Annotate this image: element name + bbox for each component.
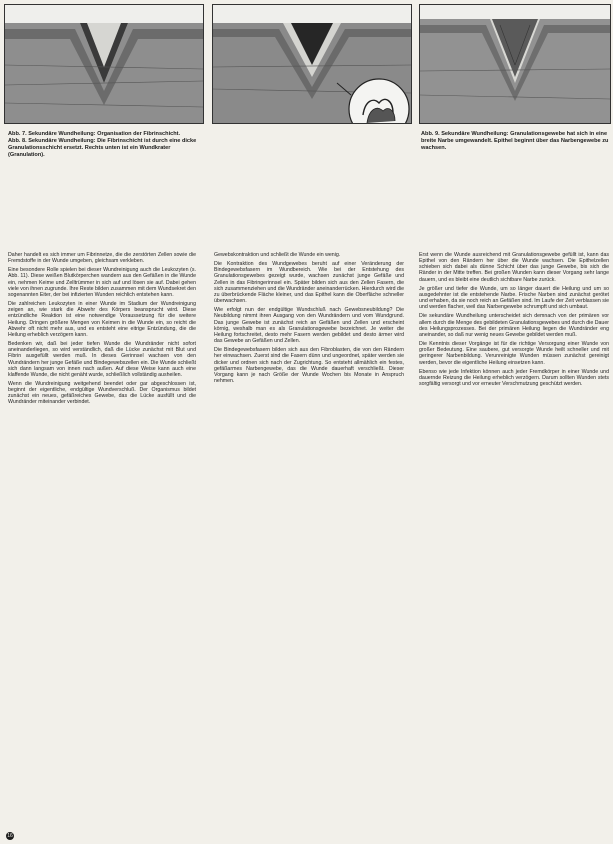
paragraph: Bedenken wir, daß bei jeder tiefen Wunde die Wundränder nicht sofort aneinanderliegen, so wird verständlich, daß die Lücke zunächst mit Blut und Fibrin ausgefüllt werden muß. In dieses Gerinnsel wachsen von den Wundrändern her junge Gefäße und Bindegewebszellen ein. Die Wunde schließt sich dann langsam von innen nach außen. Auf diese Weise kann auch eine klaffende Wunde, die nicht genäht wurde, schließlich vollständig ausheilen. <box>8 341 196 378</box>
caption-fig9: Abb. 9. Sekundäre Wundheilung: Granulationsgewebe hat sich in eine breite Narbe umgewandelt. Epithel beginnt über das Narbengewebe zu wachsen. <box>421 131 609 152</box>
paragraph: Wenn die Wundreinigung weitgehend beendet oder gar abgeschlossen ist, beginnt der eigentliche, endgültige Wundverschluß. Der Organismus bildet zunächst ein neues, gefäßreiches Gewebe, das die Lücke ausfüllt und die Wundränder miteinander verbindet. <box>8 380 196 406</box>
caption-fig7: Abb. 7. Sekundäre Wundheilung: Organisation der Fibrinschicht. <box>8 131 181 137</box>
paragraph: Die Kenntnis dieser Vorgänge ist für die richtige Versorgung einer Wunde von großer Bedeutung. Eine saubere, gut versorgte Wunde heilt schneller und mit geringerer Narbenbildung. Verunreinigte Wunden müssen zunächst gereinigt werden, bevor die eigentliche Heilung einsetzen kann. <box>419 341 609 366</box>
figure-wound-granulation <box>212 4 412 124</box>
paragraph: Gewebskontraktion und schließt die Wunde ein wenig. <box>214 252 341 258</box>
wound-illustration-3 <box>420 5 610 123</box>
page-number: 16 <box>7 833 13 839</box>
paragraph: Eine besondere Rolle spielen bei dieser Wundreinigung auch die Leukozyten (s. Abb. 11). Diese weißen Blutkörperchen wandern aus den Gefäßen in die Wunde ein, nehmen Keime und Zelltrümmer in sich auf und lösen sie auf. Dabei gehen viele von ihnen zugrunde. Ihre Reste bilden zusammen mit dem Wundsekret den sogenannten Eiter, der bei infizierten Wunden reichlich entstehen kann. <box>8 267 196 298</box>
figure-wound-scar <box>419 4 611 124</box>
paragraph: Die Kontraktion des Wundgewebes beruht auf einer Veränderung der Bindegewebsfasern im Wundbereich. Wie bei der Entstehung des Granulationsgewebes gezeigt wurde, wachsen zunächst junge Gefäße und Zellen in das Fibringerinnsel ein. Später bilden sich aus den Zellen Fasern, die sich zusammenziehen und die Wundränder aneinanderrücken. Hierdurch wird die zu überbrückende Fläche kleiner, und das Epithel kann die Oberfläche schneller überwachsen. <box>214 261 404 305</box>
wound-illustration-1 <box>5 5 203 123</box>
paragraph: Erst wenn die Wunde ausreichend mit Granulationsgewebe gefüllt ist, kann das Epithel von den Rändern her über die Wunde wachsen. Die Epithelzellen schieben sich dabei als dünne Schicht über das junge Gewebe, bis sich die Ränder in der Mitte treffen. Bei großen Wunden kann dieser Vorgang sehr lange dauern, und es bleibt eine deutlich sichtbare Narbe zurück. <box>419 252 609 283</box>
paragraph: Die zahlreichen Leukozyten in einer Wunde im Stadium der Wundreinigung zeigen an, wie stark die Abwehr des Körpers beansprucht wird. Diese entzündliche Reaktion ist eine notwendige Voraussetzung für die weitere Heilung. Dringen größere Mengen von Keimen in die Wunde ein, so reicht die Abwehr oft nicht mehr aus, und es entsteht eine eitrige Entzündung, die die Heilung erheblich verzögern kann. <box>8 301 196 338</box>
paragraph: Die Bindegewebsfasern bilden sich aus den Fibroblasten, die von den Rändern her einwachsen. Zuerst sind die Fasern dünn und ungeordnet, später werden sie dicker und ordnen sich nach der Zugrichtung. So entsteht allmählich ein festes, gefäßarmes Narbengewebe, das die Wunde dauerhaft verschließt. Dieser Vorgang kann je nach Größe der Wunde Wochen bis Monate in Anspruch nehmen. <box>214 347 404 384</box>
paragraph: Daher handelt es sich immer um Fibrinnetze, die die zerstörten Zellen sowie die Fremdstoffe in der Wunde umgeben, gleichsam verkleben. <box>8 252 196 265</box>
text-column-3 <box>419 252 609 390</box>
figure-wound-fibrin <box>4 4 204 124</box>
paragraph: Die sekundäre Wundheilung unterscheidet sich demnach von der primären vor allem durch die Menge des gebildeten Granulationsgewebes und durch die Dauer des Heilungsprozesses. Bei der primären Heilung liegen die Wundränder eng aneinander, so daß nur wenig neues Gewebe gebildet werden muß. <box>419 313 609 338</box>
text-column-2 <box>214 252 404 387</box>
paragraph: Wie erfolgt nun der endgültige Wundschluß nach Gewebsneubildung? Die Neubildung nimmt ihren Ausgang von den Wundrändern und vom Wundgrund. Das junge Gewebe ist zunächst reich an Gefäßen und Zellen und erscheint körnig, weshalb man es als Granulationsgewebe bezeichnet. Je weiter die Heilung fortschreitet, desto mehr Fasern werden gebildet und desto ärmer wird das Gewebe an Gefäßen und Zellen. <box>214 307 404 345</box>
paragraph: Je größer und tiefer die Wunde, um so länger dauert die Heilung und um so ausgedehnter ist die entstehende Narbe. Frische Narben sind zunächst gerötet und erhaben, da sie noch reich an Gefäßen sind. Im Laufe der Zeit verblassen sie und werden flacher, weil das Narbengewebe schrumpft und sich umbaut. <box>419 285 609 311</box>
captions-right <box>421 131 609 152</box>
text-column-1 <box>8 252 196 409</box>
captions-left <box>8 131 208 159</box>
paragraph: Ebenso wie jede Infektion können auch jeder Fremdkörper in einer Wunde und dauernde Reizung die Heilung erheblich verzögern. Darum sollten Wunden stets sorgfältig versorgt und vor erneuter Verschmutzung geschützt werden. <box>419 368 609 387</box>
caption-fig8: Abb. 8. Sekundäre Wundheilung: Die Fibrinschicht ist durch eine dicke Granulationsschicht ersetzt. Rechts unten ist ein Wundkrater (Granulation). <box>8 138 197 159</box>
wound-illustration-2 <box>213 5 411 123</box>
